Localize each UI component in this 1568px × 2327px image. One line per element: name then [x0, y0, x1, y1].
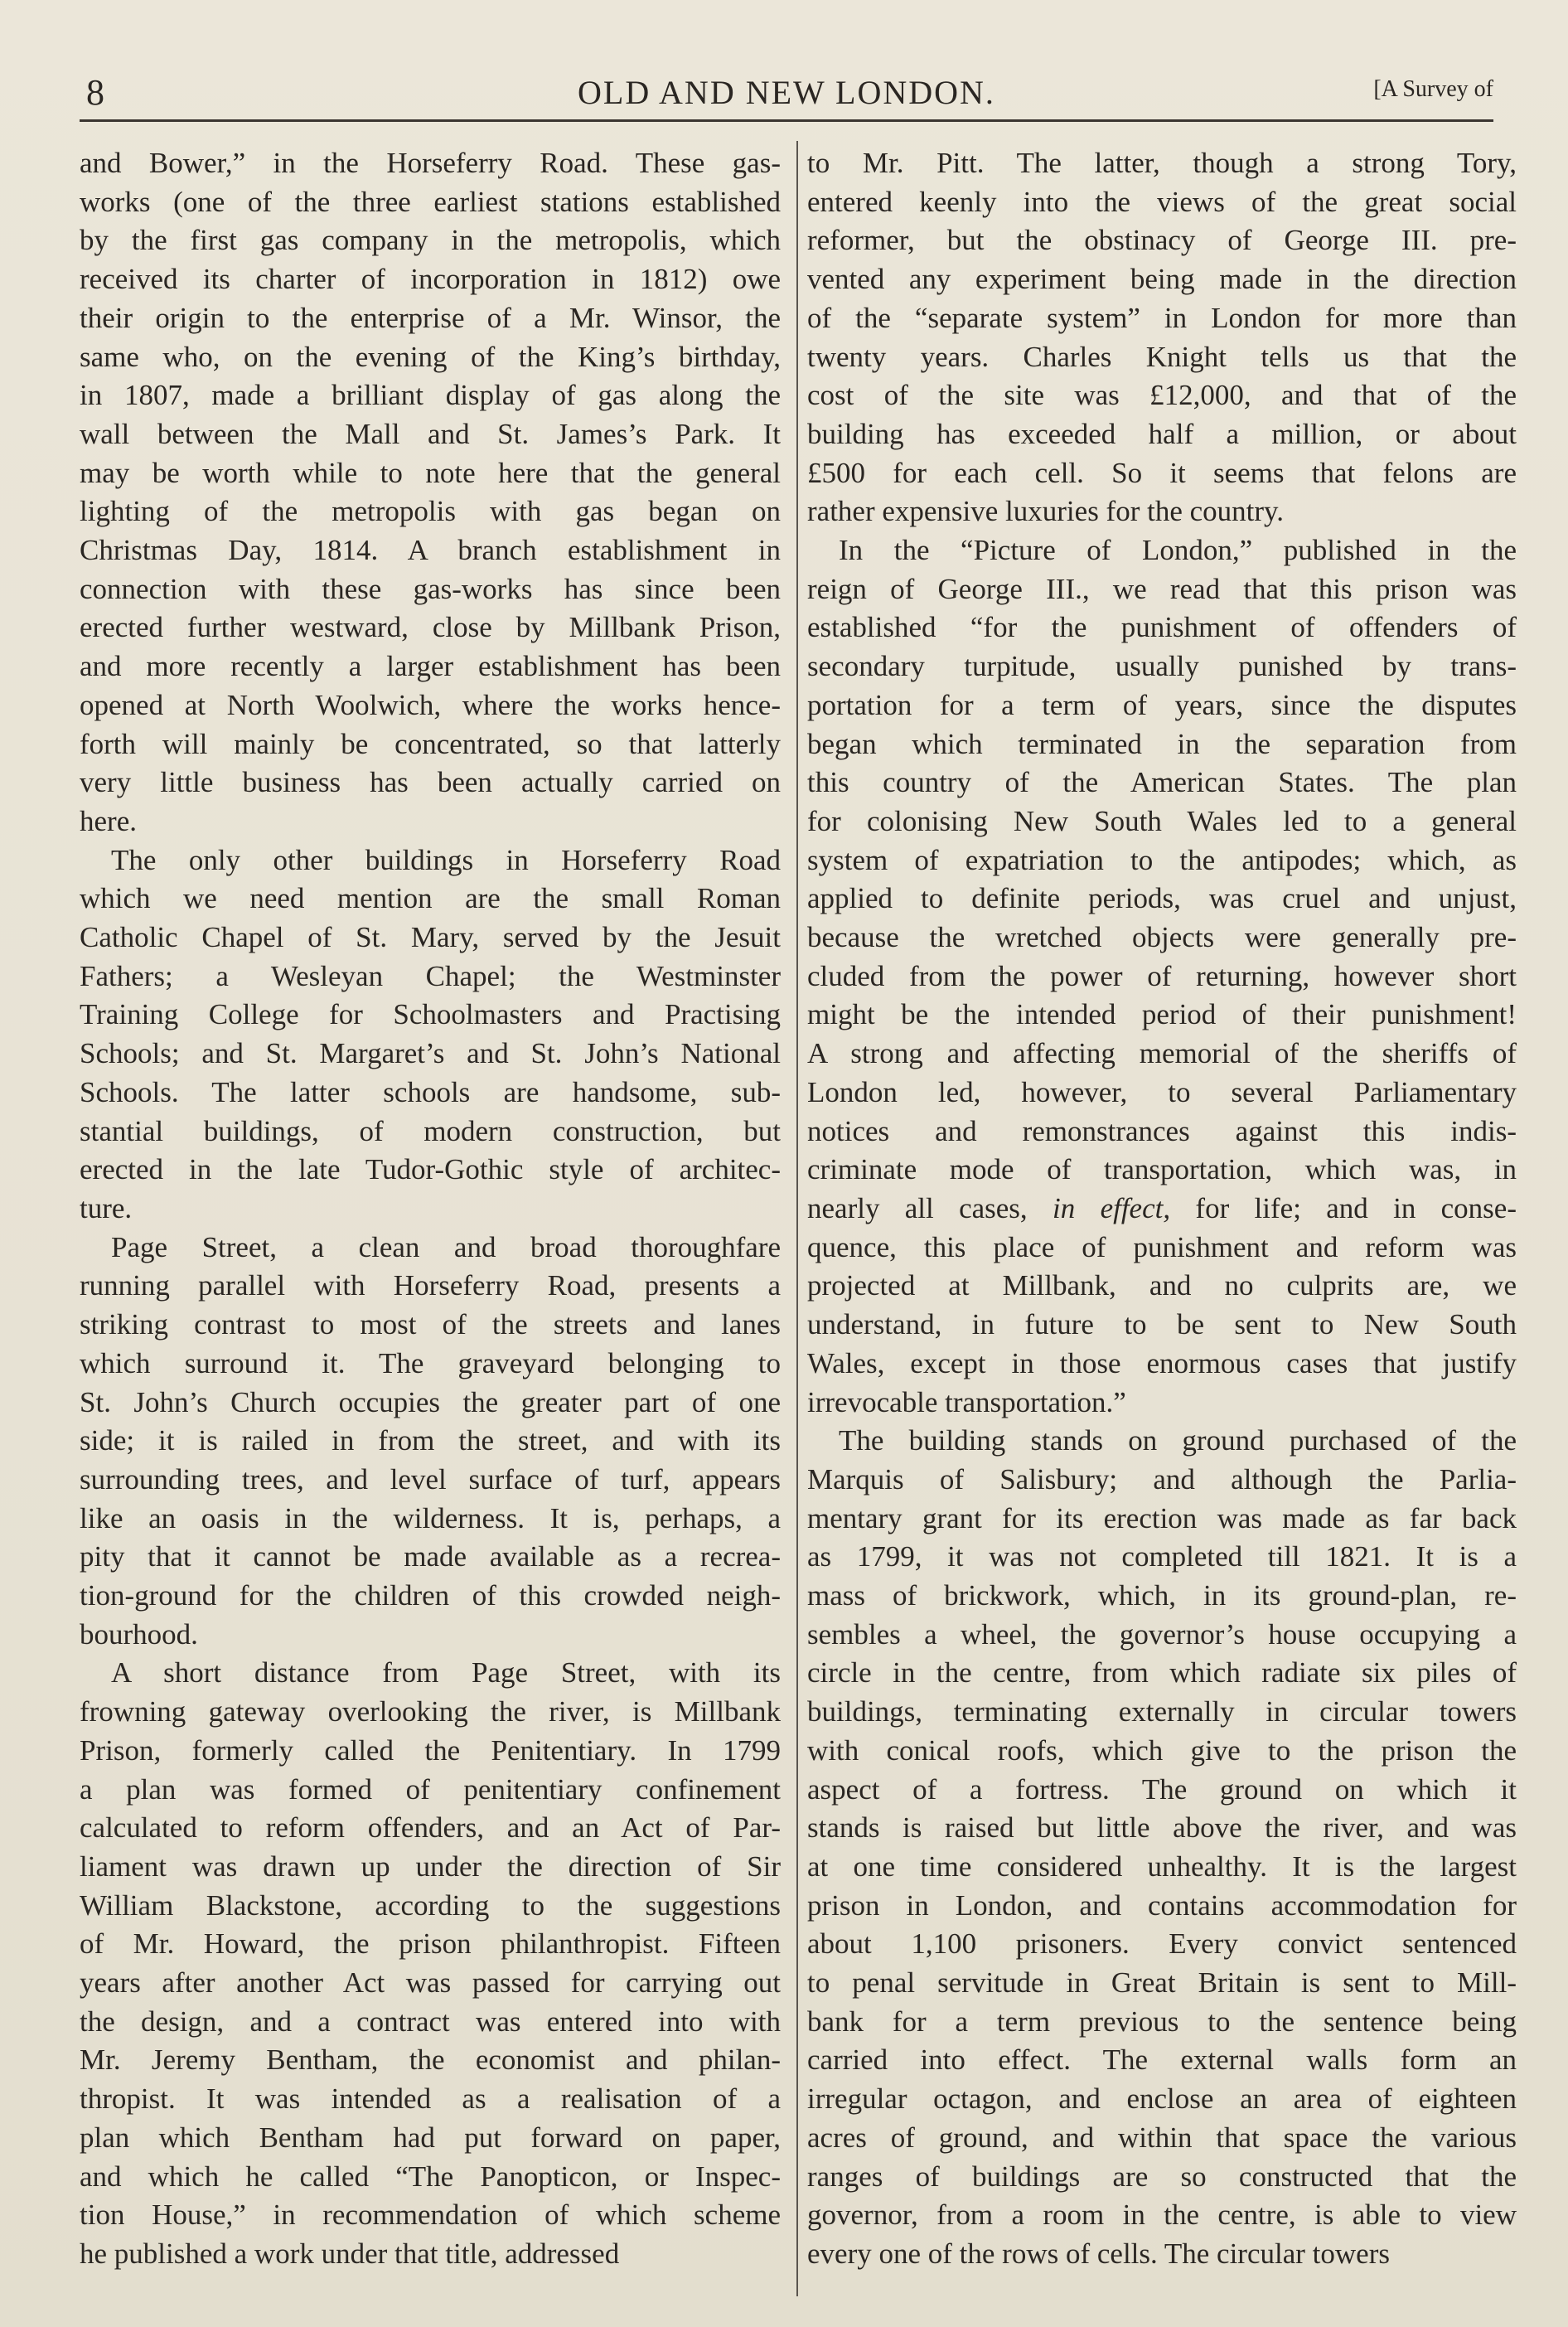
text-line: tion House,” in recommendation of which scheme [80, 2199, 781, 2232]
text-line: side; it is railed in from the street, and with its [80, 1424, 781, 1457]
text-line: ranges of buildings are so constructed that the [807, 2160, 1517, 2193]
text-line: erected further westward, close by Millbank Prison, [80, 611, 781, 644]
text-line: The only other buildings in Horseferry Road [111, 843, 781, 876]
column-divider [796, 141, 798, 2296]
text-line: stantial buildings, of modern construction, but [80, 1114, 781, 1147]
text-line: works (one of the three earliest stations established [80, 185, 781, 218]
text-line: St. John’s Church occupies the greater part of one [80, 1385, 781, 1418]
page-header [80, 71, 1493, 113]
text-line: Schools. The latter schools are handsome, sub- [80, 1075, 781, 1108]
text-line: Training College for Schoolmasters and Practising [80, 998, 781, 1031]
paragraph [807, 531, 1517, 1422]
paragraph [807, 144, 1517, 531]
text-line: rather expensive luxuries for the country. [807, 495, 1285, 528]
text-line: thropist. It was intended as a realisation of a [80, 2082, 781, 2116]
text-line: system of expatriation to the antipodes; which, as [807, 843, 1517, 876]
text-line: Page Street, a clean and broad thoroughfare [111, 1230, 781, 1263]
text-line: building has exceeded half a million, or about [807, 417, 1517, 450]
text-line: Fathers; a Wesleyan Chapel; the Westminster [80, 959, 781, 992]
text-line: Wales, except in those enormous cases that justify [807, 1346, 1517, 1379]
text-line: reformer, but the obstinacy of George III. pre- [807, 224, 1517, 257]
text-line: portation for a term of years, since the disputes [807, 688, 1517, 721]
text-line: might be the intended period of their punishment! [807, 998, 1517, 1031]
left-column [80, 144, 781, 2274]
text-line: twenty years. Charles Knight tells us that the [807, 340, 1517, 373]
text-line: carried into effect. The external walls form an [807, 2043, 1517, 2077]
text-line: liament was drawn up under the direction of Sir [80, 1849, 781, 1883]
text-line: he published a work under that title, addressed [80, 2237, 620, 2270]
text-line: in 1807, made a brilliant display of gas along the [80, 379, 781, 412]
text-line: running parallel with Horseferry Road, presents a [80, 1269, 781, 1302]
text-line: bank for a term previous to the sentence being [807, 2005, 1517, 2038]
text-line: their origin to the enterprise of a Mr. Winsor, the [80, 301, 781, 334]
text-line: Catholic Chapel of St. Mary, served by the Jesuit [80, 921, 781, 954]
text-line: and more recently a larger establishment has been [80, 650, 781, 683]
text-line: entered keenly into the views of the great social [807, 185, 1517, 218]
text-line: received its charter of incorporation in 1812) owe [80, 263, 781, 296]
text-line: like an oasis in the wilderness. It is, perhaps, a [80, 1501, 781, 1534]
text-line: calculated to reform offenders, and an Act of Par- [80, 1811, 781, 1845]
text-line: aspect of a fortress. The ground on which it [807, 1772, 1517, 1806]
paragraph [80, 841, 781, 1229]
text-line: of the “separate system” in London for more than [807, 301, 1517, 334]
text-line: at one time considered unhealthy. It is the largest [807, 1849, 1517, 1883]
text-line: striking contrast to most of the streets and lanes [80, 1308, 781, 1341]
text-line: by the first gas company in the metropolis, which [80, 224, 781, 257]
text-line: stands is raised but little above the river, and was [807, 1811, 1517, 1845]
text-line: because the wretched objects were generally pre- [807, 921, 1517, 954]
paragraph [80, 1654, 781, 2273]
text-line: surrounding trees, and level surface of turf, appears [80, 1462, 781, 1496]
text-line: a plan was formed of penitentiary confinement [80, 1772, 781, 1806]
text-line: established “for the punishment of offenders of [807, 611, 1517, 644]
header-rule [80, 119, 1493, 122]
text-line: with conical roofs, which give to the prison the [807, 1733, 1517, 1767]
text-line: may be worth while to note here that the general [80, 456, 781, 489]
text-line: here. [80, 804, 137, 837]
text-line: Prison, formerly called the Penitentiary. In 1799 [80, 1733, 781, 1767]
text-line: bourhood. [80, 1617, 198, 1651]
text-line: Marquis of Salisbury; and although the Parlia- [807, 1462, 1517, 1496]
page-number: 8 [86, 72, 104, 113]
text-line: irrevocable transportation.” [807, 1385, 1126, 1418]
text-line: the design, and a contract was entered into with [80, 2005, 781, 2038]
text-line: Christmas Day, 1814. A branch establishment in [80, 534, 781, 567]
text-line: prison in London, and contains accommodation for [807, 1888, 1517, 1922]
text-line: mass of brickwork, which, in its ground-plan, re- [807, 1579, 1517, 1612]
text-line: which we need mention are the small Roman [80, 882, 781, 915]
text-line: cluded from the power of returning, however short [807, 959, 1517, 992]
text-line: sembles a wheel, the governor’s house occupying a [807, 1617, 1517, 1651]
text-line: pity that it cannot be made available as a recrea- [80, 1540, 781, 1573]
paragraph [80, 144, 781, 841]
text-line: circle in the centre, from which radiate six piles of [807, 1656, 1517, 1689]
text-line: cost of the site was £12,000, and that of the [807, 379, 1517, 412]
text-line: for colonising New South Wales led to a general [807, 804, 1517, 837]
text-line: opened at North Woolwich, where the works hence- [80, 688, 781, 721]
page-title: OLD AND NEW LONDON. [578, 74, 995, 111]
text-line: frowning gateway overlooking the river, is Millbank [80, 1695, 781, 1728]
text-line: erected in the late Tudor-Gothic style of architec- [80, 1153, 781, 1186]
right-column [807, 144, 1517, 2274]
text-line: governor, from a room in the centre, is able to view [807, 2199, 1517, 2232]
text-line: years after another Act was passed for carrying out [80, 1966, 781, 2000]
text-line: lighting of the metropolis with gas began on [80, 495, 781, 528]
text-line: Schools; and St. Margaret’s and St. John’s National [80, 1037, 781, 1070]
text-line: irregular octagon, and enclose an area of eighteen [807, 2082, 1517, 2116]
text-line: ture. [80, 1191, 133, 1224]
text-line: quence, this place of punishment and reform was [807, 1230, 1517, 1263]
text-line: A strong and affecting memorial of the sheriffs of [807, 1037, 1517, 1070]
text-line: to penal servitude in Great Britain is sent to Mill- [807, 1966, 1517, 2000]
text-line: about 1,100 prisoners. Every convict sentenced [807, 1927, 1517, 1961]
text-line: very little business has been actually carried on [80, 766, 781, 799]
text-line: and which he called “The Panopticon, or Inspec- [80, 2160, 781, 2193]
text-line: this country of the American States. The plan [807, 766, 1517, 799]
text-line: wall between the Mall and St. James’s Park. It [80, 417, 781, 450]
text-line: acres of ground, and within that space the various [807, 2121, 1517, 2154]
text-line: mentary grant for its erection was made as far back [807, 1501, 1517, 1534]
text-line: which surround it. The graveyard belonging to [80, 1346, 781, 1379]
text-line: London led, however, to several Parliamentary [807, 1075, 1517, 1108]
text-line: projected at Millbank, and no culprits are, we [807, 1269, 1517, 1302]
text-line: A short distance from Page Street, with its [111, 1656, 781, 1689]
text-line: buildings, terminating externally in circular towers [807, 1695, 1517, 1728]
text-line: Mr. Jeremy Bentham, the economist and philan- [80, 2043, 781, 2077]
paragraph [807, 1422, 1517, 2273]
running-head: [A Survey of [1373, 76, 1493, 102]
text-line: The building stands on ground purchased of the [839, 1424, 1517, 1457]
text-line: and Bower,” in the Horseferry Road. These gas- [80, 147, 781, 179]
text-line: tion-ground for the children of this crowded neigh- [80, 1579, 781, 1612]
text-line: applied to definite periods, was cruel and unjust, [807, 882, 1517, 915]
text-line: William Blackstone, according to the suggestions [80, 1888, 781, 1922]
text-line: connection with these gas-works has since been [80, 572, 781, 605]
text-line: understand, in future to be sent to New South [807, 1308, 1517, 1341]
text-line: to Mr. Pitt. The latter, though a strong Tory, [807, 147, 1517, 179]
text-line: criminate mode of transportation, which was, in [807, 1153, 1517, 1186]
text-line: reign of George III., we read that this prison was [807, 572, 1517, 605]
text-line: nearly all cases, in effect, for life; and in conse- [807, 1191, 1517, 1224]
text-line: vented any experiment being made in the direction [807, 263, 1517, 296]
text-line: same who, on the evening of the King’s birthday, [80, 340, 781, 373]
text-line: £500 for each cell. So it seems that felons are [807, 456, 1517, 489]
text-line: In the “Picture of London,” published in the [839, 534, 1517, 567]
text-line: plan which Bentham had put forward on paper, [80, 2121, 781, 2154]
text-line: every one of the rows of cells. The circular towers [807, 2237, 1390, 2270]
text-line: as 1799, it was not completed till 1821. It is a [807, 1540, 1517, 1573]
text-line: of Mr. Howard, the prison philanthropist. Fifteen [80, 1927, 781, 1961]
text-line: forth will mainly be concentrated, so that latterly [80, 727, 781, 760]
text-line: secondary turpitude, usually punished by trans- [807, 650, 1517, 683]
text-line: notices and remonstrances against this indis- [807, 1114, 1517, 1147]
paragraph [80, 1229, 781, 1655]
text-line: began which terminated in the separation from [807, 727, 1517, 760]
